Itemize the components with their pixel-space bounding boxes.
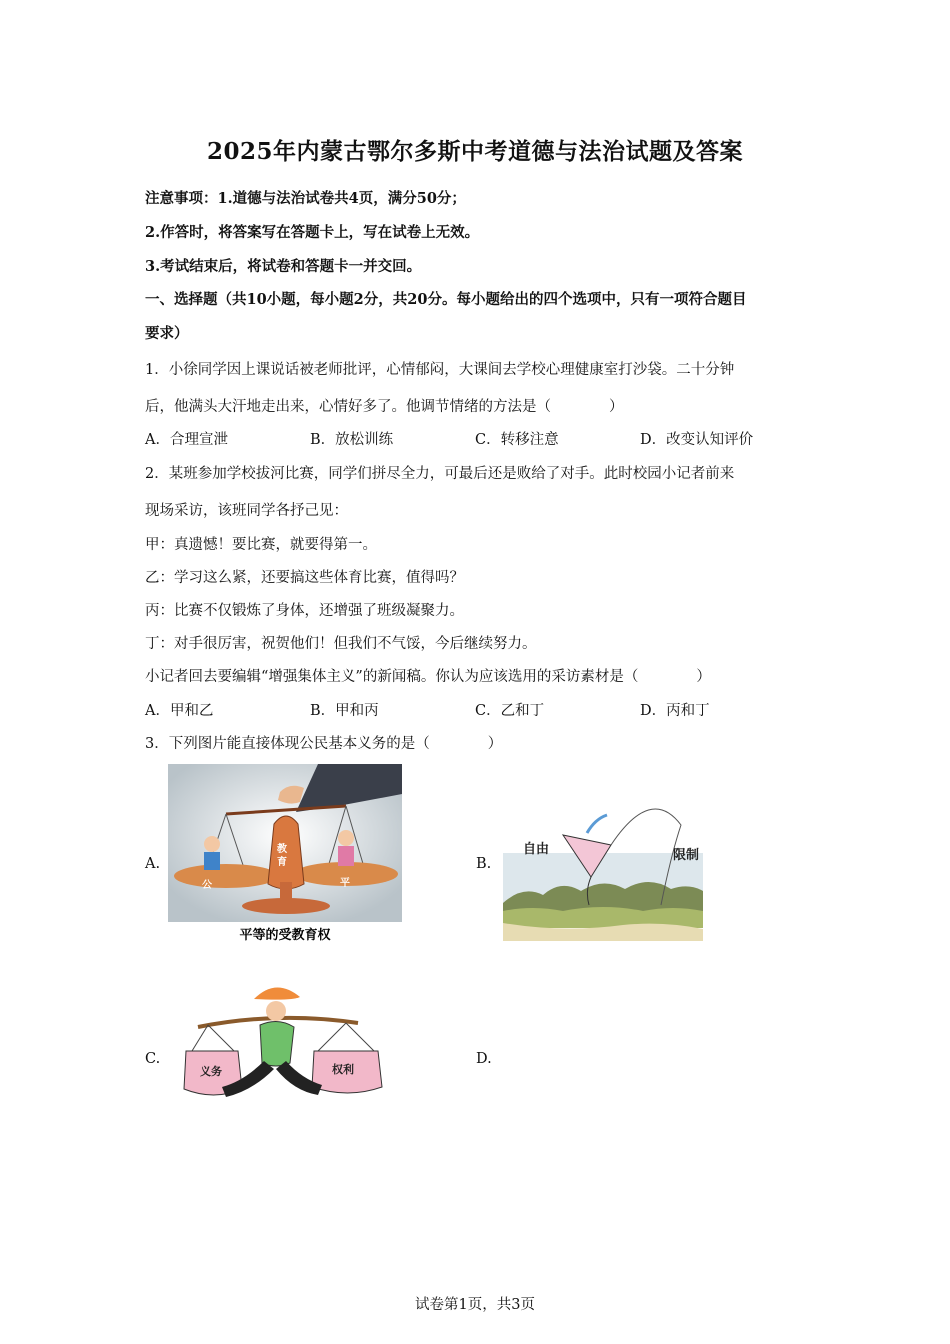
- fair-char-right: 平: [340, 878, 350, 889]
- note-1: 注意事项：1.道德与法治试卷共4页，满分50分；: [145, 190, 466, 207]
- q1-option-c: C．转移注意: [475, 432, 559, 448]
- note-3: 3.考试结束后，将试卷和答题卡一并交回。: [145, 258, 422, 275]
- section-heading-cont: 要求）: [145, 325, 189, 342]
- image-a-caption: 平等的受教育权: [239, 928, 331, 943]
- edu-char-1: 教: [277, 844, 287, 855]
- q3-label-d: D.: [476, 1051, 492, 1067]
- q2-opinion-bing: 丙：比赛不仅锻炼了身体，还增强了班级凝聚力。: [145, 603, 464, 619]
- q2-option-c: C．乙和丁: [475, 703, 545, 719]
- q3-label-a: A.: [145, 856, 161, 872]
- q2-option-b: B．甲和丙: [310, 703, 379, 719]
- rights-duties-illustration: [168, 969, 386, 1119]
- q1-stem: 1．小徐同学因上课说话被老师批评，心情郁闷，大课间去学校心理健康室打沙袋。二十分钟: [145, 362, 735, 378]
- fair-char-left: 公: [202, 880, 212, 891]
- q2-opinion-ding: 丁：对手很厉害，祝贺他们！但我们不气馁，今后继续努力。: [145, 636, 537, 652]
- q3-label-b: B.: [476, 856, 492, 872]
- q1-option-d: D．改变认知评价: [640, 432, 754, 448]
- balance-scale-illustration: [168, 764, 402, 944]
- q3-image-b: [503, 793, 703, 941]
- q3-label-c: C.: [145, 1051, 161, 1067]
- right-label: 权利: [332, 1063, 354, 1076]
- kite-illustration: [503, 793, 703, 941]
- page-title: 2025年内蒙古鄂尔多斯中考道德与法治试题及答案: [206, 138, 743, 165]
- q2-option-a: A．甲和乙: [145, 703, 214, 719]
- section-heading: 一、选择题（共10小题，每小题2分，共20分。每小题给出的四个选项中，只有一项符合题目: [145, 291, 747, 308]
- page-footer: 试卷第1页，共3页: [415, 1297, 535, 1313]
- q3-image-c: [168, 969, 386, 1119]
- restriction-label: 限制: [673, 848, 700, 863]
- q1-option-b: B．放松训练: [310, 432, 394, 448]
- q2-option-d: D．丙和丁: [640, 703, 710, 719]
- q2-stem: 2．某班参加学校拔河比赛，同学们拼尽全力，可最后还是败给了对手。此时校园小记者前来: [145, 466, 735, 482]
- q3-stem: 3．下列图片能直接体现公民基本义务的是（ ）: [145, 736, 503, 752]
- q1-option-a: A．合理宣泄: [145, 432, 228, 448]
- q2-question: 小记者回去要编辑“增强集体主义”的新闻稿。你认为应该选用的采访素材是（ ）: [145, 669, 711, 685]
- duty-label: 义务: [200, 1065, 222, 1078]
- q2-stem-cont: 现场采访，该班同学各抒己见：: [145, 503, 348, 519]
- note-2: 2.作答时，将答案写在答题卡上，写在试卷上无效。: [145, 224, 480, 241]
- q2-opinion-jia: 甲：真遗憾！要比赛，就要得第一。: [145, 537, 377, 553]
- freedom-label: 自由: [523, 842, 550, 857]
- edu-char-2: 育: [277, 857, 287, 868]
- q2-opinion-yi: 乙：学习这么紧，还要搞这些体育比赛，值得吗？: [145, 570, 464, 586]
- q1-stem-cont: 后，他满头大汗地走出来，心情好多了。他调节情绪的方法是（ ）: [145, 399, 624, 415]
- q3-image-a: [168, 764, 402, 944]
